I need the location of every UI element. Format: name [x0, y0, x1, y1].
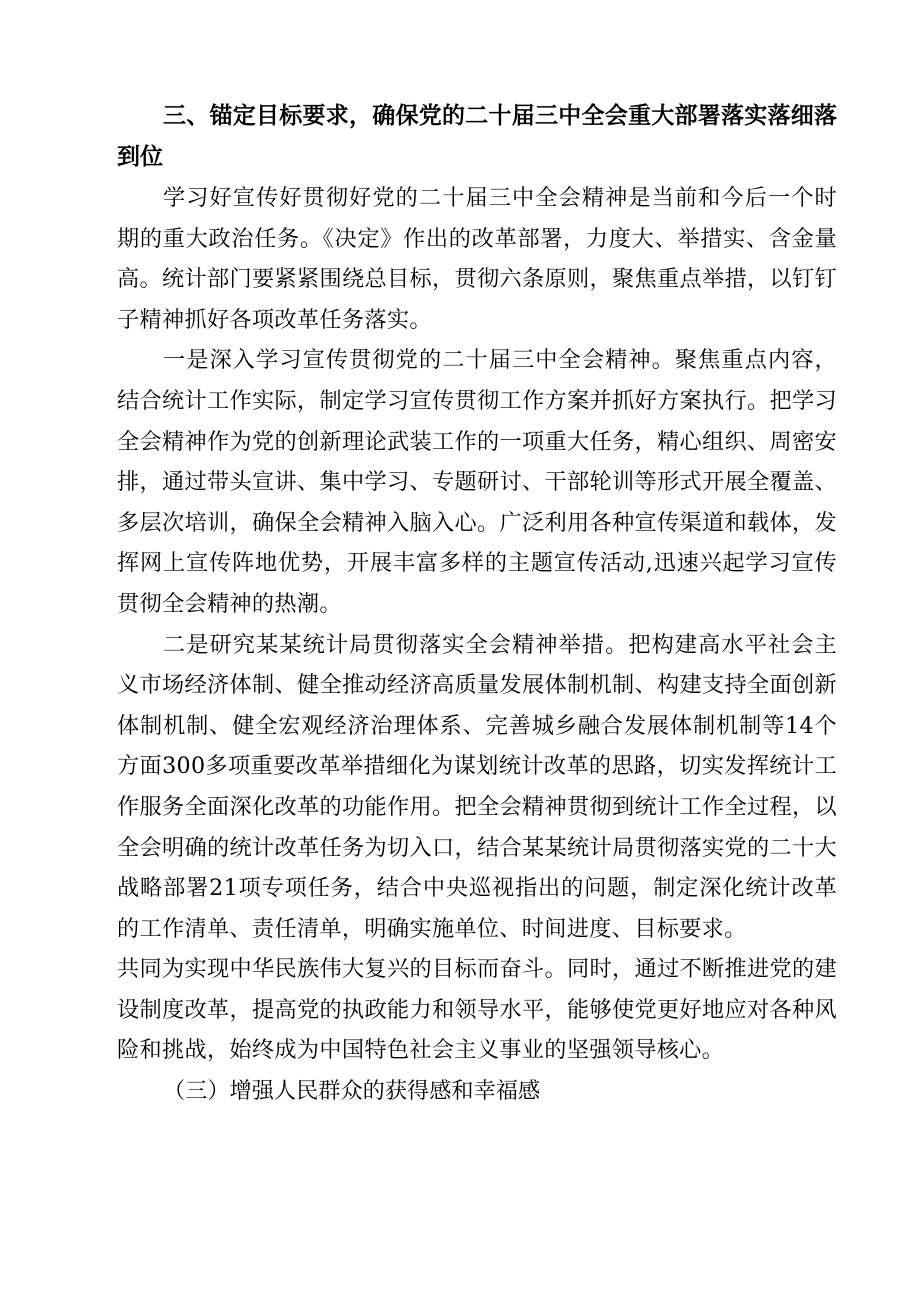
- paragraph-intro: 学习好宣传好贯彻好党的二十届三中全会精神是当前和今后一个时期的重大政治任务。《决定》作出的改革部署，力度大、举措实、含金量高。统计部门要紧紧围绕总目标，贯彻六条原则，聚焦重点举措，以钉钉子精神抓好各项改革任务落实。: [117, 185, 837, 333]
- document-page: [117, 96, 837, 1112]
- paragraph-point-two: 二是研究某某统计局贯彻落实全会精神举措。把构建高水平社会主义市场经济体制、健全推动经济高质量发展体制机制、构建支持全面创新体制机制、健全宏观经济治理体系、完善城乡融合发展体制机制等14个方面300多项重要改革举措细化为谋划统计改革的思路，切实发挥统计工作服务全面深化改革的功能作用。把全会精神贯彻到统计工作全过程，以全会明确的统计改革任务为切入口，结合某某统计局贯彻落实党的二十大战略部署21项专项任务，结合中央巡视指出的问题，制定深化统计改革的工作清单、责任清单，明确实施单位、时间进度、目标要求。: [117, 631, 837, 942]
- paragraph-point-one: 一是深入学习宣传贯彻党的二十届三中全会精神。聚焦重点内容，结合统计工作实际，制定学习宣传贯彻工作方案并抓好方案执行。把学习全会精神作为党的创新理论武装工作的一项重大任务，精心组织、周密安排，通过带头宣讲、集中学习、专题研讨、干部轮训等形式开展全覆盖、多层次培训，确保全会精神入脑入心。广泛利用各种宣传渠道和载体，发挥网上宣传阵地优势，开展丰富多样的主题宣传活动,迅速兴起学习宣传贯彻全会精神的热潮。: [117, 347, 837, 617]
- subsection-heading: （三）增强人民群众的获得感和幸福感: [163, 1078, 541, 1105]
- paragraph-continuation: 共同为实现中华民族伟大复兴的目标而奋斗。同时，通过不断推进党的建设制度改革，提高党的执政能力和领导水平，能够使党更好地应对各种风险和挑战，始终成为中国特色社会主义事业的坚强领导核心。: [117, 956, 837, 1064]
- section-heading: 三、锚定目标要求，确保党的二十届三中全会重大部署落实落细落到位: [117, 103, 837, 170]
